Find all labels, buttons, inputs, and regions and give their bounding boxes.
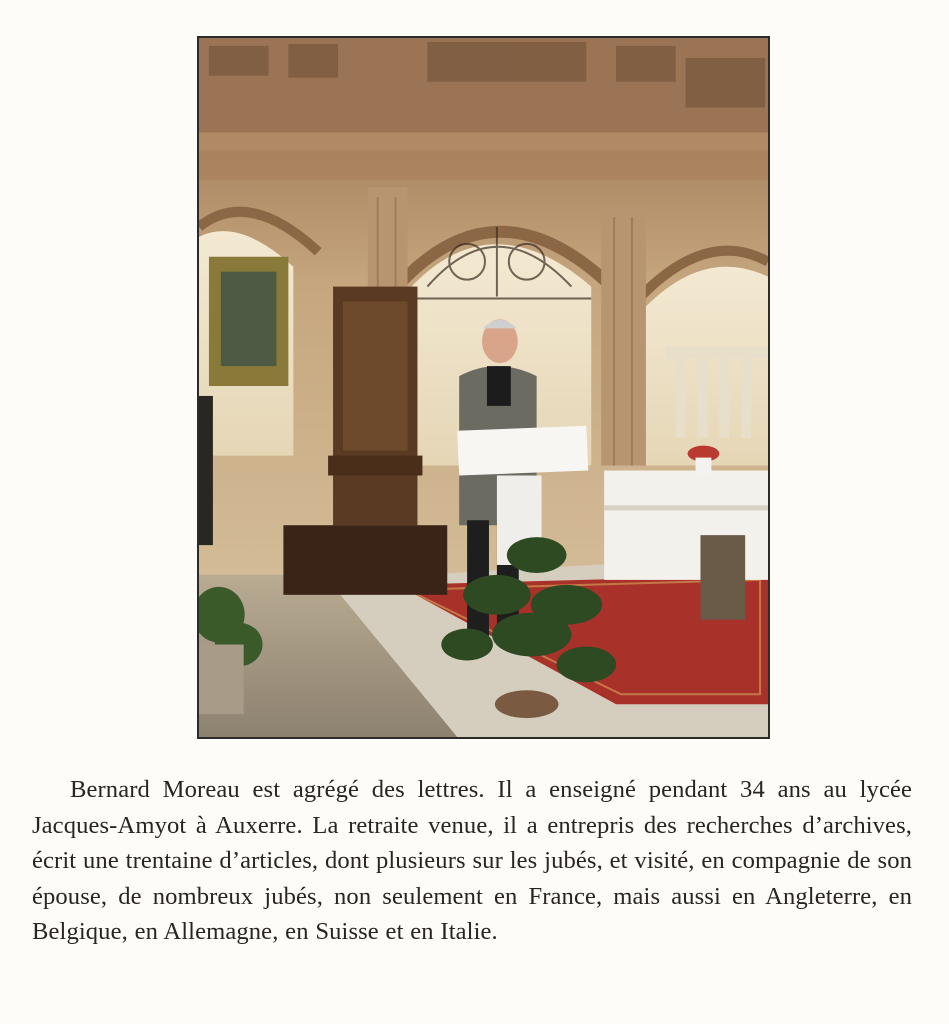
church-interior-illustration	[199, 38, 768, 737]
biography-paragraph: Bernard Moreau est agrégé des lettres. Il a enseigné pendant 34 ans au lycée Jacques-Amyot à Auxerre. La retraite venue, il a entrepris des recherches d’archives, écrit une trentaine d’articles, dont plusieurs sur les jubés, et visité, en compagnie de son épouse, de nombreux jubés, non seulement en France, mais aussi en Angleterre, en Belgique, en Allemagne, en Suisse et en Italie.	[32, 776, 912, 945]
speaker-photo	[197, 36, 770, 739]
